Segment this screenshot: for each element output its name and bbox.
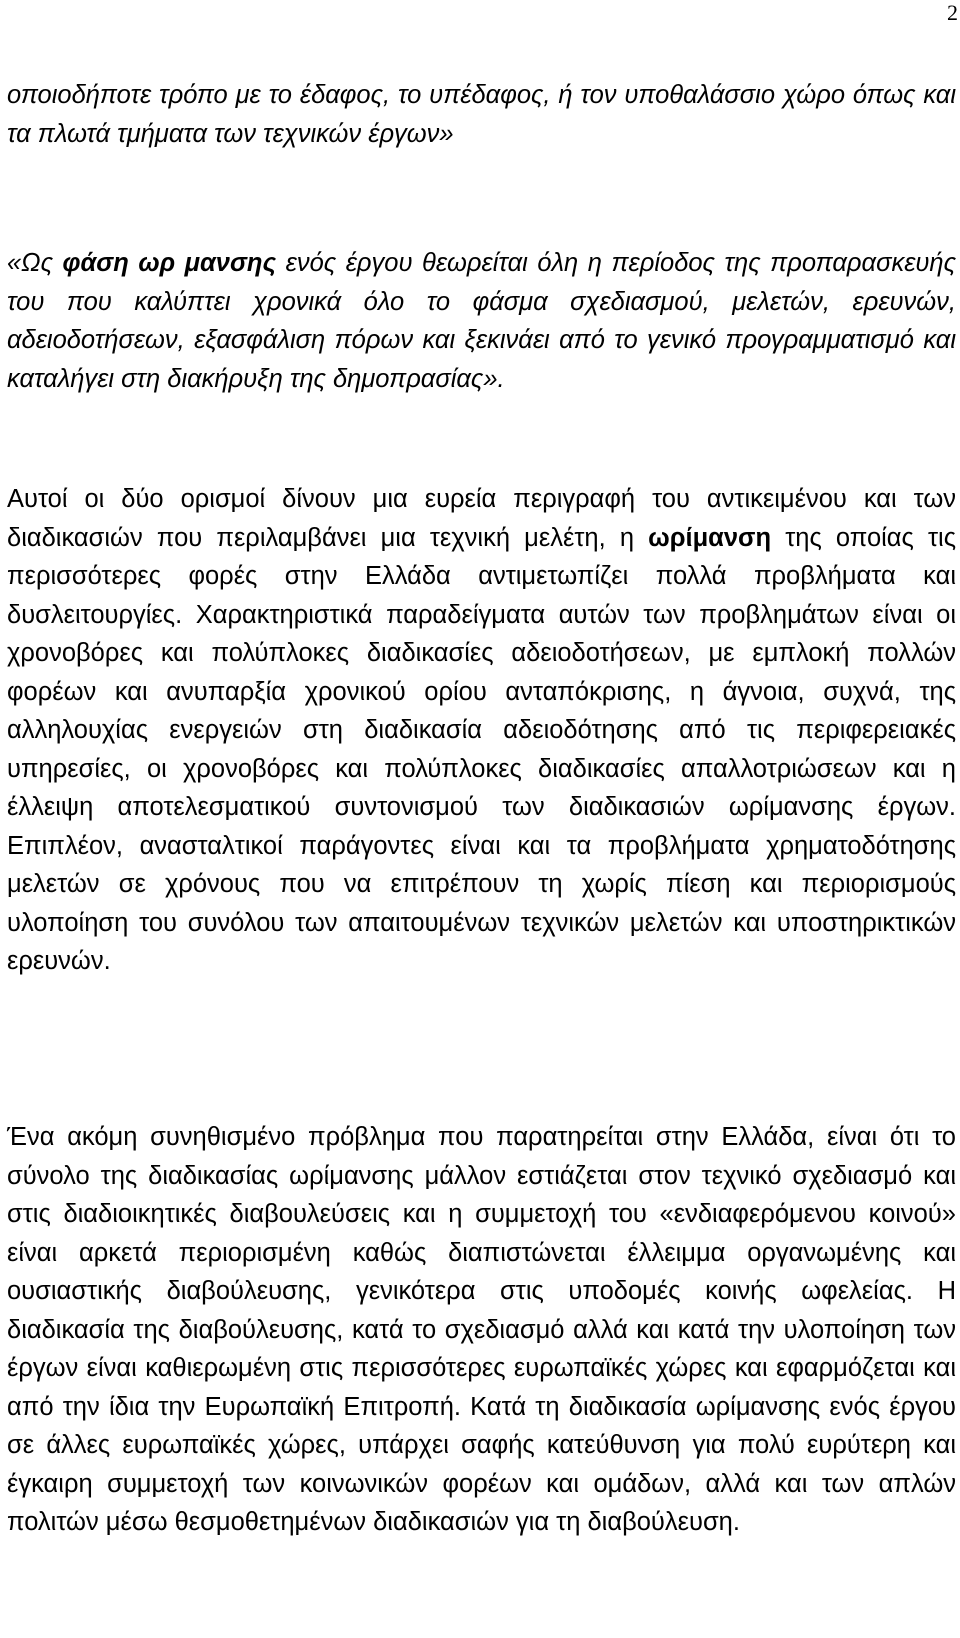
paragraph-3-term: ωρίμανση <box>648 523 772 552</box>
quote-2-before: «Ως <box>7 249 63 277</box>
quote-2-term: φάση ωρ μανσης <box>62 249 277 277</box>
paragraph-3-before: Αυτοί οι δύο ορισμοί δίνουν μια ευρεία περιγραφή του αντικειμένου και των διαδικασιών που περιλαμβάνει μια τεχνική μελέτη, η <box>7 485 956 552</box>
paragraph-3-after: της οποίας τις περισσότερες φορές στην Ελλάδα αντιμετωπίζει πολλά προβλήματα και δυσλειτουργίες. Χαρακτηριστικά παραδείγματα αυτών των προβλημάτων είναι οι χρονοβόρες και πολύπλοκες διαδικασίες αδειοδοτήσεων, με εμπλοκή πολλών φορέων και ανυπαρξία χρονικού ορίου ανταπόκρισης, η άγνοια, συχνά, της αλληλουχίας ενεργειών στη διαδικασία αδειοδότησης από τις περιφερειακές υπηρεσίες, οι χρονοβόρες και πολύπλοκες διαδικασίες απαλλοτριώσεων και η έλλειψη αποτελεσματικού συντονισμού των διαδικασιών ωρίμανσης έργων. Επιπλέον, ανασταλτικοί παράγοντες είναι και τα προβλήματα χρηματοδότησης μελετών σε χρόνους που να επιτρέπουν τη χωρίς πίεση και περιορισμούς υλοποίηση του συνόλου των απαιτουμένων τεχνικών μελετών και υποστηρικτικών ερευνών. <box>7 523 956 975</box>
quote-paragraph-1 <box>7 76 956 153</box>
paragraph-4-text: Ένα ακόμη συνηθισμένο πρόβλημα που παρατηρείται στην Ελλάδα, είναι ότι το σύνολο της διαδικασίας ωρίμανσης μάλλον εστιάζεται στον τεχνικό σχεδιασμό και στις διαδιοικητικές διαβουλεύσεις και η συμμετοχή του «ενδιαφερόμενου κοινού» είναι αρκετά περιορισμένη καθώς διαπιστώνεται έλλειμμα οργανωμένης και ουσιαστικής διαβούλευσης, γενικότερα στις υποδομές κοινής ωφελείας. Η διαδικασία της διαβούλευσης, κατά το σχεδιασμό αλλά και κατά την υλοποίηση των έργων είναι καθιερωμένη στις περισσότερες ευρωπαϊκές χώρες και εφαρμόζεται και από την ίδια την Ευρωπαϊκή Επιτροπή. Κατά τη διαδικασία ωρίμανσης ενός έργου σε άλλες ευρωπαϊκές χώρες, υπάρχει σαφής κατεύθυνση για πολύ ευρύτερη και έγκαιρη συμμετοχή των κοινωνικών φορέων και ομάδων, αλλά και των απλών πολιτών μέσω θεσμοθετημένων διαδικασιών για τη διαβούλευση. <box>7 1123 956 1536</box>
quote-paragraph-2 <box>7 244 956 398</box>
body-paragraph-1 <box>7 480 956 981</box>
page-number: 2 <box>947 0 958 25</box>
quote-1-text: οποιοδήποτε τρόπο με το έδαφος, το υπέδαφος, ή τον υποθαλάσσιο χώρο όπως και τα πλωτά τμήματα των τεχνικών έργων» <box>7 81 956 148</box>
quote-2-after: ενός έργου θεωρείται όλη η περίοδος της προπαρασκευής του που καλύπτει χρονικά όλο το φάσμα σχεδιασμού, μελετών, ερευνών, αδειοδοτήσεων, εξασφάλιση πόρων και ξεκινάει από το γενικό προγραμματισμό και καταλήγει στη διακήρυξη της δημοπρασίας». <box>7 249 956 393</box>
body-paragraph-2 <box>7 1118 956 1542</box>
